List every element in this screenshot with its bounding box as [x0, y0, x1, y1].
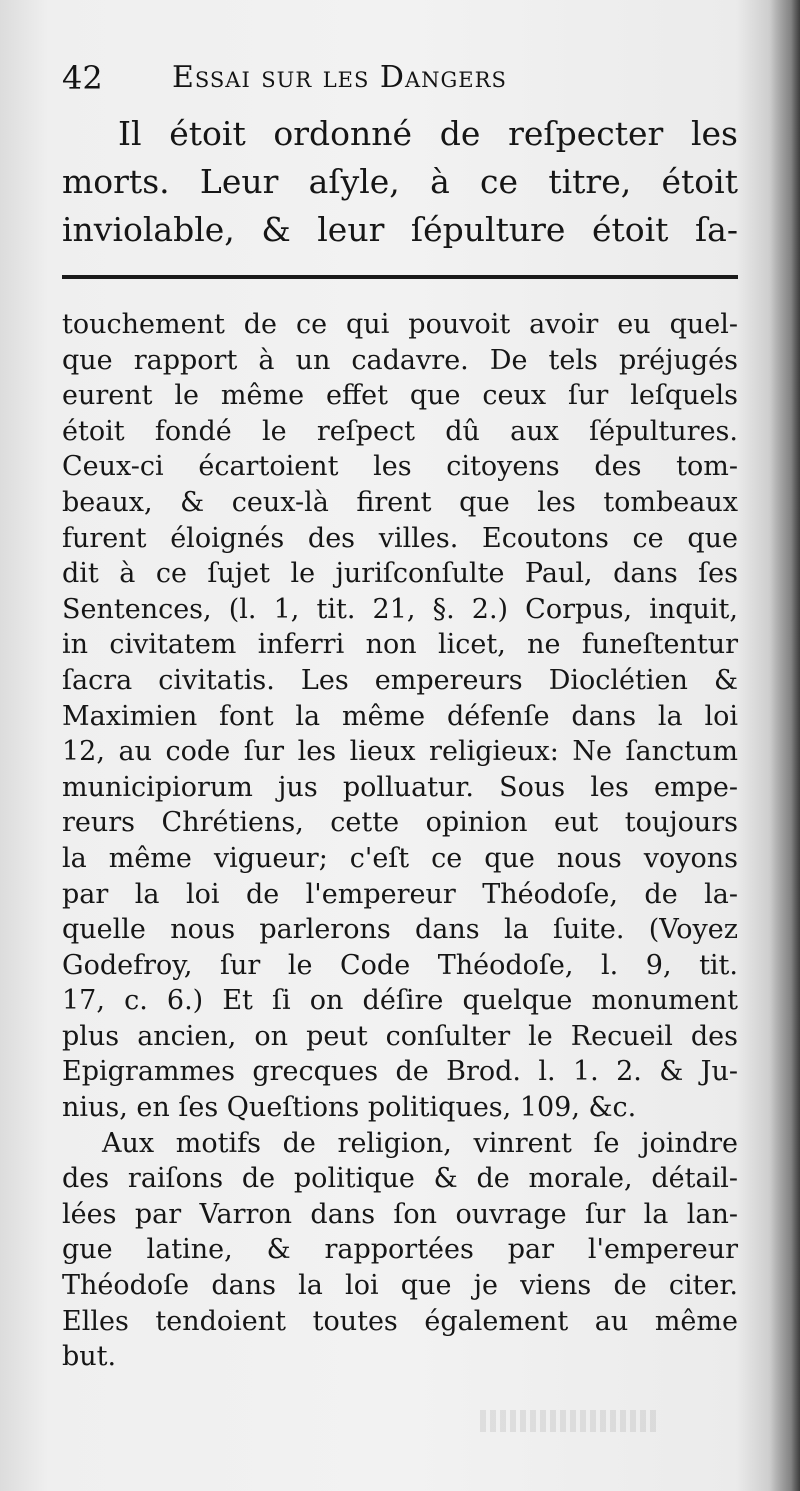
lead-paragraph [62, 110, 738, 254]
text-line: morts. Leur aſyle, à ce titre, étoit [62, 162, 738, 201]
text-line: nius, en ſes Queſtions politiques, 109, &c. [62, 1092, 637, 1124]
text-line: touchement de ce qui pouvoit avoir eu quel- [62, 309, 738, 340]
text-line: eurent le même effet que ceux ſur leſquels [62, 380, 738, 412]
text-line: but. [62, 1341, 117, 1373]
text-line: in civitatem inferri non licet, ne funeſtentur [62, 629, 738, 661]
text-line: Il étoit ordonné de reſpecter les [118, 114, 738, 153]
text-line: Sentences, (l. 1, tit. 21, §. 2.) Corpus, inquit, [62, 593, 738, 625]
text-line: municipiorum jus polluatur. Sous les empe- [62, 771, 738, 803]
text-line: quelle nous parlerons dans la ſuite. (Voyez [62, 914, 738, 946]
text-line: inviolable, & leur ſépulture étoit ſa- [62, 210, 738, 249]
text-line: Maximien font la même défenſe dans la loi [62, 700, 738, 732]
text-line: que rapport à un cadavre. De tels préjugés [62, 344, 738, 376]
text-line: dit à ce ſujet le juriſconſulte Paul, dans ſes [62, 558, 738, 590]
text-line: Epigrammes grecques de Brod. l. 1. 2. & Ju- [62, 1056, 738, 1088]
text-line: gue latine, & rapportées par l'empereur [62, 1234, 738, 1266]
text-line: des raiſons de politique & de morale, détail- [62, 1163, 738, 1195]
text-line: Aux motifs de religion, vinrent ſe joindre [102, 1127, 738, 1159]
text-line: 12, au code ſur les lieux religieux: Ne ſanctum [62, 736, 738, 768]
bleed-through-marks [480, 1410, 660, 1432]
text-line: Ceux-ci écartoient les citoyens des tom- [62, 451, 738, 483]
text-line: étoit fondé le reſpect dû aux ſépultures. [62, 415, 738, 447]
text-line: Théodoſe dans la loi que je viens de citer. [62, 1270, 738, 1302]
running-title: Essai sur les Dangers [172, 60, 507, 95]
text-line: beaux, & ceux-là firent que les tombeaux [62, 486, 738, 518]
page-number: 42 [62, 59, 103, 97]
separator-rule [62, 275, 738, 279]
text-line: la même vigueur; c'eſt ce que nous voyons [62, 842, 738, 874]
text-line: ſacra civitatis. Les empereurs Dioclétien & [62, 664, 738, 696]
text-line: lées par Varron dans ſon ouvrage ſur la lan- [62, 1198, 738, 1230]
paragraph-1 [62, 307, 738, 1126]
text-line: Godefroy, ſur le Code Théodoſe, l. 9, tit. [62, 949, 738, 981]
text-line: furent éloignés des villes. Ecoutons ce que [62, 522, 738, 554]
text-line: par la loi de l'empereur Théodoſe, de la- [62, 878, 738, 910]
text-line: Elles tendoient toutes également au même [62, 1305, 738, 1337]
text-line: plus ancien, on peut conſulter le Recueil des [62, 1020, 738, 1052]
running-head [62, 58, 662, 98]
paragraph-2 [62, 1126, 738, 1375]
text-line: 17, c. 6.) Et ſi on déſire quelque monument [62, 985, 738, 1017]
body-text [62, 307, 738, 1375]
text-line: reurs Chrétiens, cette opinion eut toujours [62, 807, 738, 839]
page-edge-shadow [770, 0, 800, 1491]
